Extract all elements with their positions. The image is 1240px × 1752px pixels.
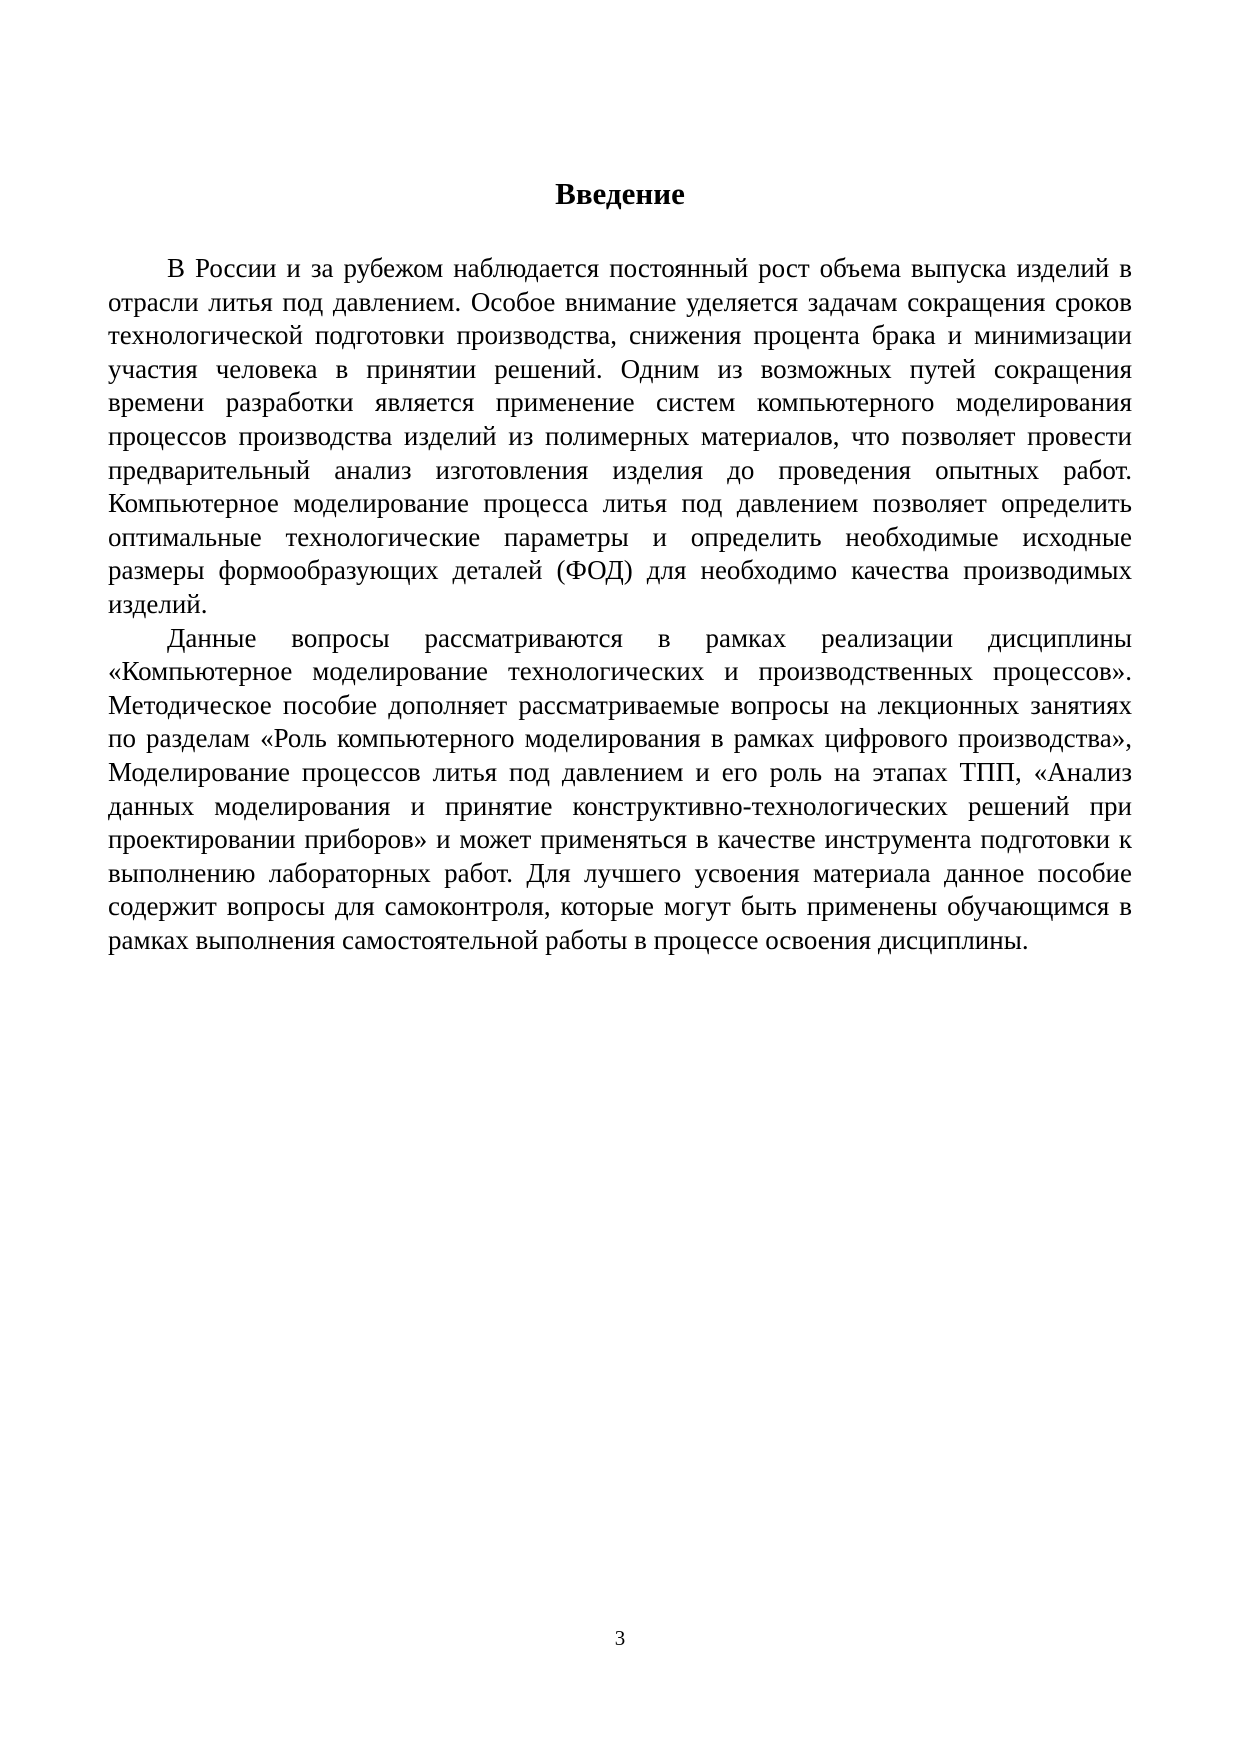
paragraph-intro: В России и за рубежом наблюдается постоянный рост объема выпуска изделий в отрасли литья под давлением. Особое внимание уделяется задачам сокращения сроков технологической подготовки производства, снижения процента брака и минимизации участия человека в принятии решений. Одним из возможных путей сокращения времени разработки является применение систем компьютерного моделирования процессов производства изделий из полимерных материалов, что позволяет провести предварительный анализ изготовления изделия до проведения опытных работ. Компьютерное моделирование процесса литья под давлением позволяет определить оптимальные технологические параметры и определить необходимые исходные размеры формообразующих деталей (ФОД) для необходимо качества производимых изделий.	[108, 253, 1132, 619]
page-title: Введение	[555, 176, 685, 211]
page-number: 3	[614, 1626, 626, 1650]
body-text	[108, 252, 1132, 957]
paragraph-discipline: Данные вопросы рассматриваются в рамках реализации дисциплины «Компьютерное моделирование технологических и производственных процессов». Методическое пособие дополняет рассматриваемые вопросы на лекционных занятиях по разделам «Роль компьютерного моделирования в рамках цифрового производства», Моделирование процессов литья под давлением и его роль на этапах ТПП, «Анализ данных моделирования и принятие конструктивно-технологических решений при проектировании приборов» и может применяться в качестве инструмента подготовки к выполнению лабораторных работ. Для лучшего усвоения материала данное пособие содержит вопросы для самоконтроля, которые могут быть применены обучающимся в рамках выполнения самостоятельной работы в процессе освоения дисциплины.	[108, 622, 1132, 955]
